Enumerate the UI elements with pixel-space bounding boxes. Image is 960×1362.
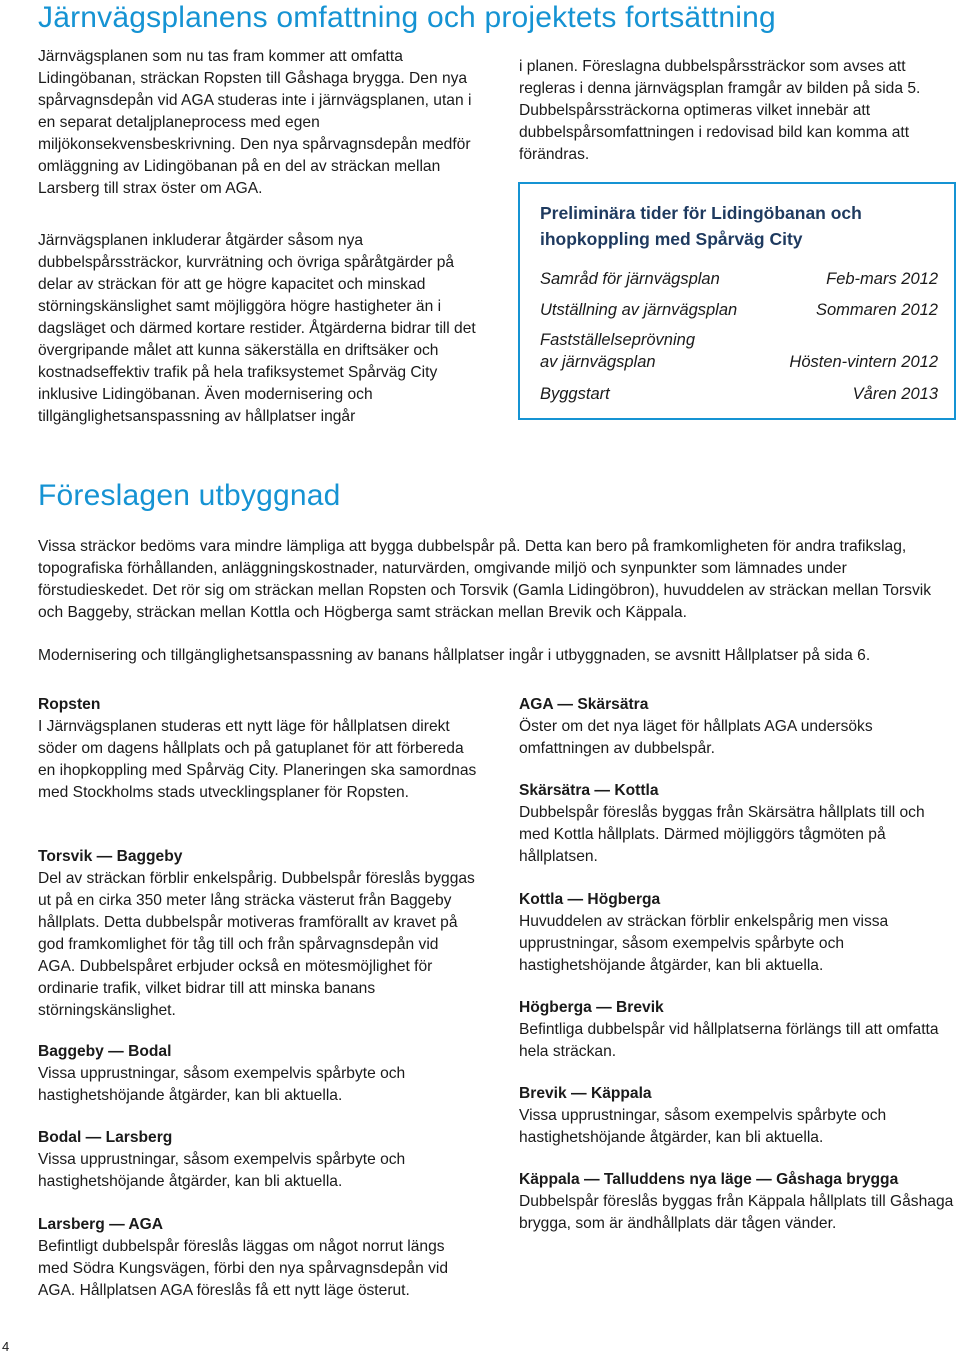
utbyggnad-paragraph-1: Vissa sträckor bedöms vara mindre lämpliga att bygga dubbelspår på. Detta kan bero på framkomligheten för andra trafikslag, topografiska förhållanden, anläggningskostnader, naturvärden, omgivande miljö och synpunkter som lämnades under förstudieskedet. Det rör sig om sträckan mellan Ropsten och Torsvik (Gamla Lidingöbron), huvuddelen av sträckan mellan Torsvik och Baggeby, sträckan mellan Kottla och Högberga samt sträckan mellan Brevik och Käppala. (38, 538, 932, 621)
intro-paragraph-1: Järnvägsplanen som nu tas fram kommer att omfatta Lidingöbanan, sträckan Ropsten till Gåshaga brygga. Den nya spårvagnsdepån vid AGA studeras inte i järnvägsplanen, utan i en separat detaljplaneprocess med egen miljökonsekvensbeskrivning. Den nya spårvagnsdepån medför omläggning av Lidingöbanan på en del av sträckan mellan Larsberg till strax öster om AGA. (38, 48, 472, 197)
section-hogberga-brevik (519, 997, 959, 1063)
schedule-label: Utställning av järnvägsplan (540, 301, 738, 319)
section-heading: Kottla — Högberga (519, 891, 661, 908)
section-title-utbyggnad: Föreslagen utbyggnad (38, 479, 341, 512)
section-heading: Brevik — Käppala (519, 1085, 652, 1102)
section-torsvik-baggeby (38, 846, 478, 1022)
schedule-value: Våren 2013 (852, 385, 938, 403)
section-heading: AGA — Skärsätra (519, 696, 649, 713)
section-bodal-larsberg (38, 1127, 478, 1193)
section-heading: Larsberg — AGA (38, 1216, 164, 1233)
intro-paragraph-2: Järnvägsplanen inkluderar åtgärder såsom nya dubbelspårssträckor, kurvrätning och övriga spåråtgärder på delar av sträckan för att ge högre kapacitet och minskad störningskänslighet samt möjliggöra högre hastigheter än i dagsläget och därmed kortare restider. Åtgärderna bidrar till det övergripande målet att kunna säkerställa en driftsäker och kostnadseffektiv trafik på hela trafiksystemet Spårväg City inklusive Lidingöbanan. Även modernisering och tillgänglighetsanspassning av hållplatser ingår (38, 232, 476, 425)
section-body: Befintligt dubbelspår föreslås läggas om något norrut längs med Södra Kungsvägen, förbi den nya spårvagnsdepån vid AGA. Hållplatsen AGA föreslås få ett nytt läge österut. (38, 1238, 449, 1299)
schedule-value: Hösten-vintern 2012 (789, 353, 938, 371)
section-heading: Baggeby — Bodal (38, 1043, 172, 1060)
section-skarsatra-kottla (519, 780, 959, 868)
intro-paragraph-3: i planen. Föreslagna dubbelspårssträckor som avses att regleras i denna järnvägsplan framgår av bilden på sida 5. Dubbelspårssträckorna optimeras vilket innebär att dubbelspårsomfattningen i redovisad bild kan komma att förändras. (519, 58, 921, 163)
section-body: Vissa upprustningar, såsom exempelvis spårbyte och hastighetshöjande åtgärder, kan bli aktuella. (38, 1151, 406, 1190)
schedule-label: av järnvägsplan (540, 353, 656, 371)
section-heading: Torsvik — Baggeby (38, 848, 183, 865)
schedule-row (540, 329, 938, 373)
section-larsberg-aga (38, 1214, 478, 1302)
section-baggeby-bodal (38, 1041, 478, 1107)
page-number: 4 (2, 1339, 10, 1354)
section-kottla-hogberga (519, 889, 959, 977)
section-body: Dubbelspår föreslås byggas från Käppala hållplats till Gåshaga brygga, som är ändhållplats där tågen vänder. (519, 1193, 954, 1232)
section-body: Öster om det nya läget för hållplats AGA undersöks omfattningen av dubbelspår. (519, 718, 873, 757)
schedule-title: Preliminära tider för Lidingöbanan och ihopkoppling med Spårväg City (540, 203, 862, 249)
section-heading: Högberga — Brevik (519, 999, 664, 1016)
schedule-row (540, 383, 938, 405)
schedule-label: Byggstart (540, 385, 610, 403)
section-body: Vissa upprustningar, såsom exempelvis spårbyte och hastighetshöjande åtgärder, kan bli aktuella. (38, 1065, 406, 1104)
schedule-row (540, 268, 938, 290)
schedule-label: Fastställelseprövning (540, 331, 695, 349)
section-heading: Ropsten (38, 696, 101, 713)
schedule-value: Sommaren 2012 (816, 301, 938, 319)
section-body: Huvuddelen av sträckan förblir enkelspårig men vissa upprustningar, såsom exempelvis spårbyte och hastighetshöjande åtgärder, kan bli aktuella. (519, 913, 889, 974)
schedule-label: Samråd för järnvägsplan (540, 270, 720, 288)
section-ropsten (38, 694, 478, 804)
section-heading: Bodal — Larsberg (38, 1129, 173, 1146)
section-heading: Skärsätra — Kottla (519, 782, 659, 799)
section-title-omfattning: Järnvägsplanens omfattning och projektets fortsättning (38, 1, 776, 34)
section-heading: Käppala — Talluddens nya läge — Gåshaga brygga (519, 1171, 899, 1188)
section-brevik-kappala (519, 1083, 959, 1149)
section-body: Del av sträckan förblir enkelspårig. Dubbelspår föreslås byggas ut på en cirka 350 meter lång sträcka västerut från Baggeby hållplats. Detta dubbelspår motiveras framförallt av kravet på god framkomlighet för tåg till och från spårvagnsdepån vid AGA. Dubbelspåret erbjuder också en mötesmöjlighet för ordinarie trafik, vilket bidrar till att minska banans störningskänslighet. (38, 870, 475, 1019)
schedule-value: Feb-mars 2012 (826, 270, 938, 288)
utbyggnad-paragraph-2: Modernisering och tillgänglighetsanspassning av banans hållplatser ingår i utbyggnaden, se avsnitt Hållplatser på sida 6. (38, 647, 871, 664)
section-body: I Järnvägsplanen studeras ett nytt läge för hållplatsen direkt söder om dagens hållplats och på gatuplanet för att förbereda en ihopkoppling med Spårväg City. Planeringen ska samordnas med Stockholms stads utvecklingsplaner för Ropsten. (38, 718, 477, 801)
schedule-row (540, 299, 938, 321)
section-body: Dubbelspår föreslås byggas från Skärsätra hållplats till och med Kottla hållplats. Därmed möjliggörs tågmöten på hållplatsen. (519, 804, 925, 865)
section-body: Vissa upprustningar, såsom exempelvis spårbyte och hastighetshöjande åtgärder, kan bli aktuella. (519, 1107, 887, 1146)
section-kappala-gashaga (519, 1169, 959, 1235)
section-aga-skarsatra (519, 694, 959, 760)
section-body: Befintliga dubbelspår vid hållplatserna förlängs till att omfatta hela sträckan. (519, 1021, 939, 1060)
schedule-box (518, 182, 956, 420)
